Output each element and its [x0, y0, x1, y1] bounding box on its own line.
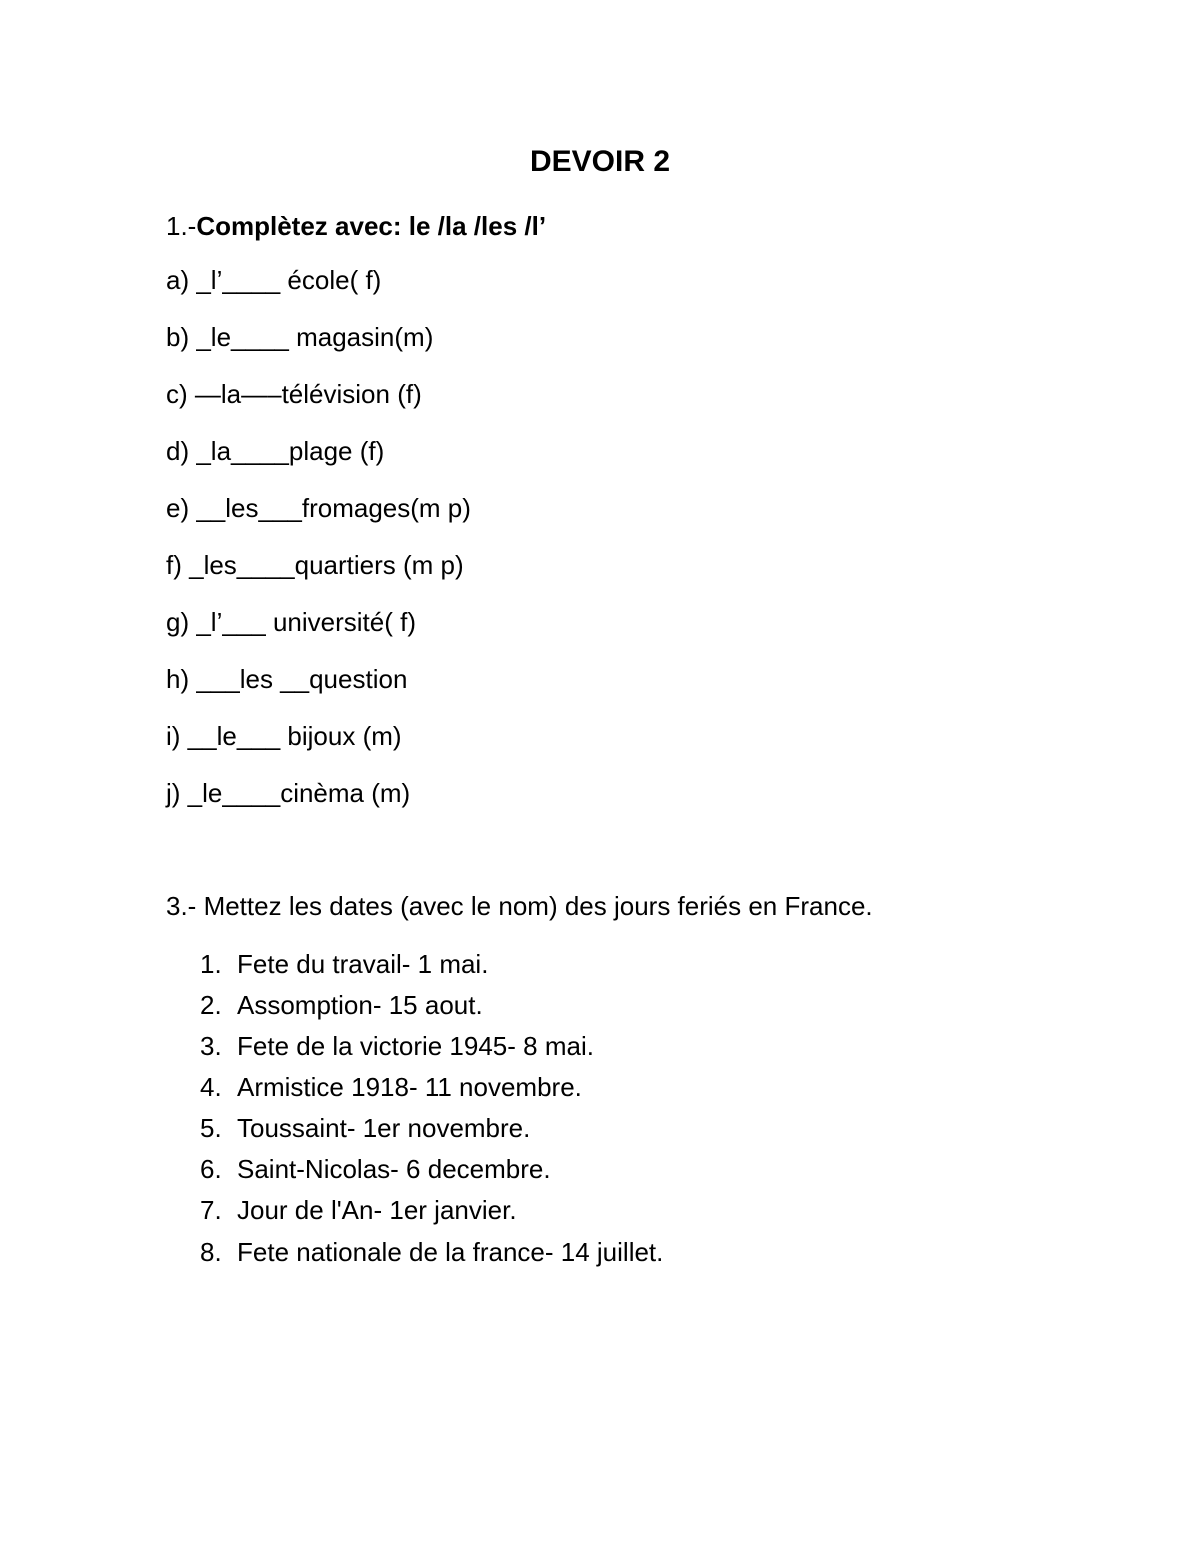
list-text: Toussaint- 1er novembre. — [237, 1113, 531, 1143]
exercise1-item-f: f) _les____quartiers (m p) — [166, 550, 464, 580]
list-number: 4. — [200, 1072, 222, 1102]
list-number: 5. — [200, 1113, 222, 1143]
exercise1-item-a: a) _l’____ école( f) — [166, 265, 382, 295]
exercise1-item-i: i) __le___ bijoux (m) — [166, 721, 402, 751]
exercise1-item-e: e) __les___fromages(m p) — [166, 493, 471, 523]
list-number: 7. — [200, 1195, 222, 1225]
holiday-list-item — [200, 987, 483, 1023]
holiday-list-item — [200, 1110, 530, 1146]
list-text: Assomption- 15 aout. — [237, 990, 483, 1020]
exercise3-prompt: 3.- Mettez les dates (avec le nom) des jours feriés en France. — [166, 891, 873, 921]
exercise1-item-g: g) _l’___ université( f) — [166, 607, 416, 637]
exercise1-item-h: h) ___les __question — [166, 664, 408, 694]
list-text: Fete nationale de la france- 14 juillet. — [237, 1237, 664, 1267]
list-text: Armistice 1918- 11 novembre. — [237, 1072, 582, 1102]
list-text: Saint-Nicolas- 6 decembre. — [237, 1154, 551, 1184]
list-text: Jour de l'An- 1er janvier. — [237, 1195, 517, 1225]
list-number: 3. — [200, 1031, 222, 1061]
page-title: DEVOIR 2 — [529, 145, 671, 178]
exercise1-item-c: c) —la—–télévision (f) — [166, 379, 422, 409]
list-text: Fete du travail- 1 mai. — [237, 949, 489, 979]
exercise1-item-b: b) _le____ magasin(m) — [166, 322, 434, 352]
list-number: 2. — [200, 990, 222, 1020]
holiday-list-item — [200, 1234, 663, 1270]
exercise1-number: 1.- — [166, 211, 197, 241]
exercise1-instruction: Complètez avec: le /la /les /l’ — [196, 211, 547, 241]
holiday-list-item — [200, 1069, 582, 1105]
holiday-list-item — [200, 1151, 551, 1187]
holiday-list-item — [200, 1028, 594, 1064]
list-number: 6. — [200, 1154, 222, 1184]
list-text: Fete de la victorie 1945- 8 mai. — [237, 1031, 594, 1061]
holiday-list-item — [200, 946, 488, 982]
holiday-list-item — [200, 1192, 517, 1228]
list-number: 8. — [200, 1237, 222, 1267]
exercise1-heading — [166, 208, 546, 244]
exercise1-item-d: d) _la____plage (f) — [166, 436, 385, 466]
exercise1-item-j: j) _le____cinèma (m) — [166, 778, 411, 808]
list-number: 1. — [200, 949, 222, 979]
